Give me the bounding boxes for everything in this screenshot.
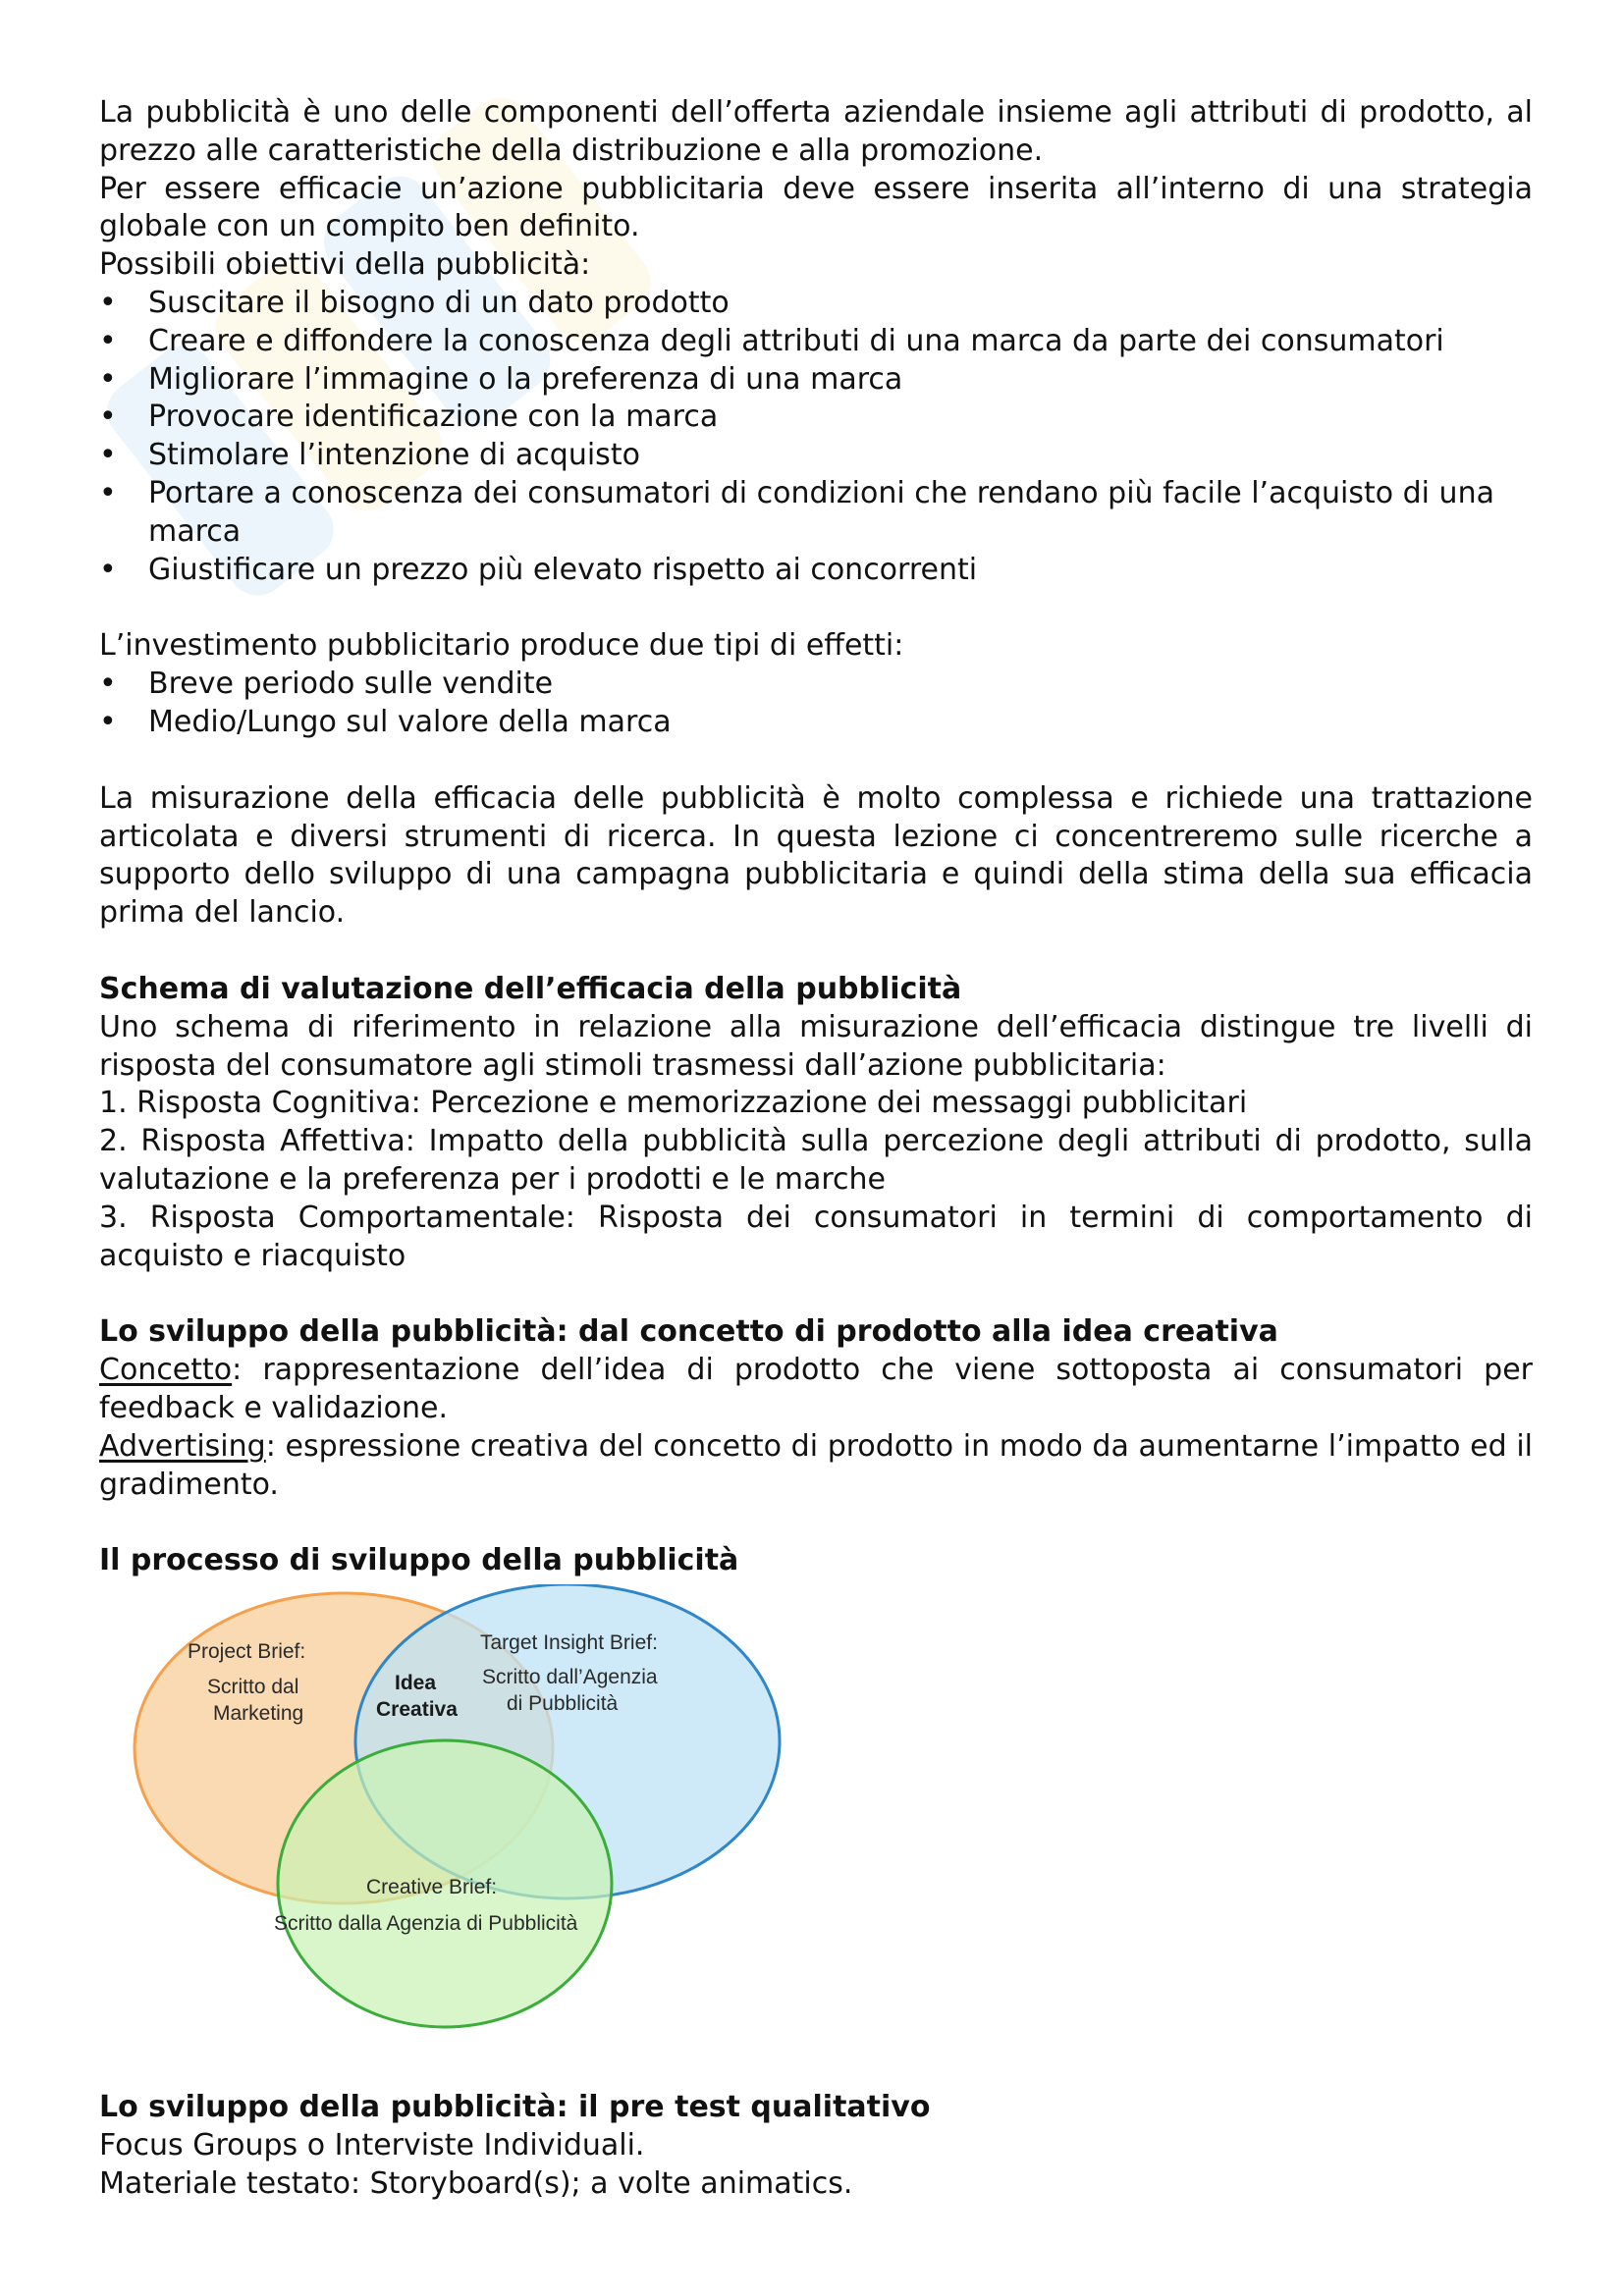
advertising-term: Advertising — [99, 1428, 266, 1464]
concept-term: Concetto — [99, 1353, 233, 1388]
schema-level-2: 2. Risposta Affettiva: Impatto della pubblicità sulla percezione degli attributi di prodotto, sulla valutazione e la preferenza per i prodotti e le marche — [99, 1124, 1533, 1197]
bullet-icon: • — [99, 438, 117, 473]
target-brief-line-1: Scritto dall’Agenzia — [482, 1666, 658, 1689]
list-item: • Provocare identificazione con la marca — [99, 399, 1533, 437]
development-heading: Lo sviluppo della pubblicità: dal concetto di prodotto alla idea creativa — [99, 1314, 1278, 1350]
measurement-paragraph: La misurazione della efficacia delle pubblicità è molto complessa e richiede una trattazione articolata e diversi strumenti di ricerca. In questa lezione ci concentreremo sulle ricerche a supporto dello sviluppo di una campagna pubblicitaria e quindi della stima della sua efficacia prima del lancio. — [99, 780, 1533, 931]
pretest-line-2: Materiale testato: Storyboard(s); a volte animatics. — [99, 2165, 853, 2201]
list-item: • Medio/Lungo sul valore della marca — [99, 704, 1533, 742]
creative-brief-title: Creative Brief: — [366, 1876, 498, 1899]
project-brief-title: Project Brief: — [188, 1640, 306, 1664]
pretest-line-1: Focus Groups o Interviste Individuali. — [99, 2127, 645, 2163]
effects-intro: L’investimento pubblicitario produce due tipi di effetti: — [99, 628, 904, 664]
list-item: • Stimolare l’intenzione di acquisto — [99, 437, 1533, 475]
intro-paragraph-1: La pubblicità è uno delle componenti dell’offerta aziendale insieme agli attributi di prodotto, al prezzo alle caratteristiche della distribuzione e alla promozione. — [99, 95, 1533, 168]
bullet-icon: • — [99, 475, 117, 510]
process-heading: Il processo di sviluppo della pubblicità — [99, 1543, 739, 1578]
schema-heading: Schema di valutazione dell’efficacia della pubblicità — [99, 971, 962, 1006]
schema-level-1: 1. Risposta Cognitiva: Percezione e memorizzazione dei messaggi pubblicitari — [99, 1086, 1248, 1121]
project-brief-line-2: Marketing — [213, 1702, 304, 1726]
idea-creativa-line-1: Idea — [395, 1672, 437, 1695]
list-item: • Creare e diffondere la conoscenza degli attributi di una marca da parte dei consumatori — [99, 323, 1533, 361]
list-item: • Breve periodo sulle vendite — [99, 666, 1533, 704]
effects-list — [99, 666, 1533, 742]
document-page — [99, 94, 1533, 2203]
intro-paragraph-2: Per essere efficacie un’azione pubblicitaria deve essere inserita all’interno di una strategia globale con un compito ben definito. — [99, 171, 1533, 244]
bullet-icon: • — [99, 704, 117, 739]
objectives-intro: Possibili obiettivi della pubblicità: — [99, 247, 591, 283]
target-brief-line-2: di Pubblicità — [507, 1692, 619, 1716]
schema-intro: Uno schema di riferimento in relazione alla misurazione dell’efficacia distingue tre livelli di risposta del consumatore agli stimoli trasmessi dall’azione pubblicitaria: — [99, 1009, 1533, 1083]
list-item: • Giustificare un prezzo più elevato rispetto ai concorrenti — [99, 552, 1533, 590]
idea-creativa-line-2: Creativa — [376, 1698, 458, 1722]
advertising-definition: Advertising: espressione creativa del concetto di prodotto in modo da aumentarne l’impatto ed il gradimento. — [99, 1428, 1533, 1502]
bullet-icon: • — [99, 285, 117, 320]
creative-brief-line-1: Scritto dalla Agenzia di Pubblicità — [274, 1912, 578, 1936]
concept-definition: Concetto: rappresentazione dell’idea di prodotto che viene sottoposta ai consumatori per feedback e validazione. — [99, 1353, 1533, 1425]
schema-level-3: 3. Risposta Comportamentale: Risposta dei consumatori in termini di comportamento di acquisto e riacquisto — [99, 1200, 1533, 1273]
list-item: • Migliorare l’immagine o la preferenza di una marca — [99, 361, 1533, 400]
project-brief-line-1: Scritto dal — [207, 1676, 299, 1699]
bullet-icon: • — [99, 400, 117, 435]
list-item: • Suscitare il bisogno di un dato prodotto — [99, 285, 1533, 323]
bullet-icon: • — [99, 323, 117, 358]
venn-diagram — [111, 1584, 818, 2046]
objectives-list — [99, 285, 1533, 589]
target-brief-title: Target Insight Brief: — [480, 1631, 658, 1655]
bullet-icon: • — [99, 667, 117, 702]
bullet-icon: • — [99, 361, 117, 397]
pretest-heading: Lo sviluppo della pubblicità: il pre test qualitativo — [99, 2090, 931, 2125]
list-item: • Portare a conoscenza dei consumatori di condizioni che rendano più facile l’acquisto di una marca — [99, 475, 1494, 549]
bullet-icon: • — [99, 552, 117, 587]
